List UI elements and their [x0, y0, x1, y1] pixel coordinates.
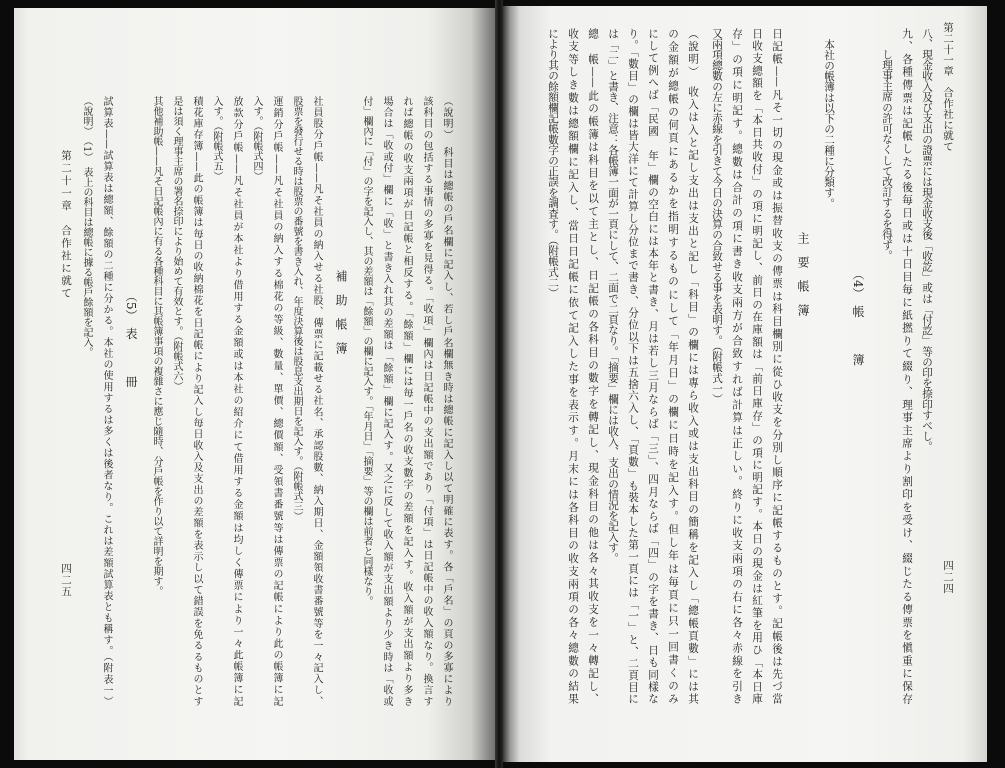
text-column: 日收支總額を「本日共收付」の項に明記し、前日の在庫額は「前日庫存」の項に明記す。本日の現金は紅筆を用ひ「本日庫	[751, 28, 763, 704]
text-column: 存」の項に明記す。總數は合計の項に書き收支兩方が合致すれば計算は正しい。終りに收支兩項の右に各々赤線を引き	[731, 28, 743, 704]
text-column: り。「數目」の欄は皆大洋にて計算し分位まで書き、分位以下は五捨六入し、「頁數」も裝本した第一頁には「一」と、二頁目に	[627, 28, 639, 704]
text-column: （說明） 收入は入と記し支出は支出と記し「科目」の欄には專ら收入或は支出科目の簡稱を記入し「總帳頁數」には其	[687, 28, 699, 704]
text-column: 場合は「收或付」欄に「收」と書き入れ其の差額は「餘額」欄に記入す。又之に反して收入額が支出額より少き時は「收或	[381, 96, 392, 706]
text-column: し理事主席の許可なくして改訂するを得ず。	[881, 49, 893, 262]
text-column: 試算表——試算表は總額、餘額の二種に分かる。本社の使用するは多くは後者なり。これは差額試算表とも稱す。（附表一）	[101, 96, 112, 706]
page-number: 四二五	[60, 563, 72, 598]
section-heading: （5） 表 冊	[124, 290, 138, 388]
page-body	[543, 28, 937, 704]
text-column: （說明） （1） 表上の科目は總帳に據る帳戶餘額を記入。	[81, 96, 92, 358]
running-head: 第二十一章 合作社に就て	[60, 150, 72, 300]
text-column: 總 帳——此の帳簿は科目を以て主とし、日記帳の各科目の數字を轉記し、現金科目の他は各々其收支を一々轉記し、	[587, 28, 599, 704]
text-column: 該科目の包括する事情の多寡を見得る。「收項」欄內は日記帳中の支出額であり「付項」は日記帳中の收入額なり。換言す	[421, 96, 432, 706]
text-column: 積花庫存簿——此の帳簿は毎日の收納棉花を日記帳により記入し毎日收入及支出の差額を表示し以て錯誤を免るるものとす	[191, 96, 202, 706]
section-heading: 補 助 帳 簿	[334, 270, 348, 354]
text-column: 運銷分戶帳——凡そ社員の納入する棉花の等級、數量、單價、總價額、受領書番號等は傳票の記帳により此の帳簿に記	[271, 96, 282, 706]
text-column: により其の餘額欄記帳數字の正誤を調査す。（附帳式二）	[547, 28, 559, 299]
page-number: 四二四	[942, 560, 954, 595]
text-column: 本社の帳簿は以下の二種に分類す。	[823, 38, 835, 209]
text-column: 八、現金收入及び支出の證票には現金收支後「收訖」或は「付訖」等の印を捺印すべし。	[921, 28, 933, 452]
text-column: 入す。（附帳式五）	[211, 96, 222, 181]
text-column: 其他補助帳——凡そ日記帳內に有る各種科目に其帳簿事項の複雜さに應じ隨時、分戶帳を作り以て詳明を期す。	[151, 96, 162, 596]
section-heading: 主 要 帳 簿	[796, 232, 810, 316]
left-page	[14, 8, 495, 760]
text-column: 股票を發行せる時は股票の番號を書き入れ、年度決算後は股息支出期日を記入す。（附帳式三）	[291, 96, 302, 521]
text-column: は「二」と書き、注意：各帳簿一面が一頁にして、二面で二頁なり。「摘要」欄には收入、支出の情況を記入す。	[607, 28, 619, 564]
page-body	[76, 96, 456, 706]
text-column: （說明） 科目は總帳の戶名欄に記入し、若し戶名欄無き時は總帳に記入し以て明確に表す。各「戶名」の頁の多寡により	[441, 96, 452, 706]
text-column: の金額が總帳の何頁にあるかを指明するものにして「年月日」の欄に日時を記入す。但し年は毎頁に只一回書くのみ	[667, 28, 679, 704]
text-column: 收支等しき數は總額欄に記入し、當日日記帳に依て記入した事を表示す。月末には各科目の收支兩項の各々總數の結果	[567, 28, 579, 704]
running-head: 第二十一章 合作社に就て	[942, 22, 954, 152]
book-spine	[495, 0, 503, 768]
text-column: 放款分戶帳——凡そ社員が本社より借用する金額或は本社の紹介にて借用する金額は均しく傳票により一々此帳簿に記	[231, 96, 242, 706]
text-column: 日記帳——凡そ一切の現金或は振替收支の傳票は科目欄別に從ひ收支を分別し順序に記帳するものとす。記帳後は先づ當	[771, 28, 783, 704]
text-column: 付」欄內に「付」の字を記入し、其の差額は「餘額」の欄に記入す。「年月日」「摘要」等の欄は前者と同樣なり。	[361, 96, 372, 606]
right-page	[503, 6, 987, 762]
text-column: れば總帳の收支兩項が日記帳と相反する。「餘額」欄には毎一戶名の收支數字の差額を記入す。收入額が支出額より多き	[401, 96, 412, 706]
text-column: 九、各種傳票は記帳したる後毎日或は十日目毎に紙撚りて綴り、理事主席より割印を受け、綴じたる傳票を愼重に保存	[901, 28, 913, 704]
text-column: 又兩項總數の左に赤線を引きて今日の決算の合致せる事を表明す。（附帳式一）	[711, 28, 723, 405]
text-column: 社員股分戶帳——凡そ社員の納入せる社股、傳票に記載せる社名、承認股數、納入期日、金額領收書番號等を一々記入し、	[311, 96, 322, 706]
text-column: にして例へば「民國 年」欄の空白には本年と書き、月は若し三月ならば「三」、四月ならば「四」の字を書き、日も同樣な	[647, 28, 659, 704]
text-column: 入す。（附帳式四）	[251, 96, 262, 181]
section-heading: （4） 帳 簿	[851, 268, 865, 366]
text-column: 是は須く理事主席の署名捺印により始めて有效とす。（附帳式六）	[171, 96, 182, 391]
